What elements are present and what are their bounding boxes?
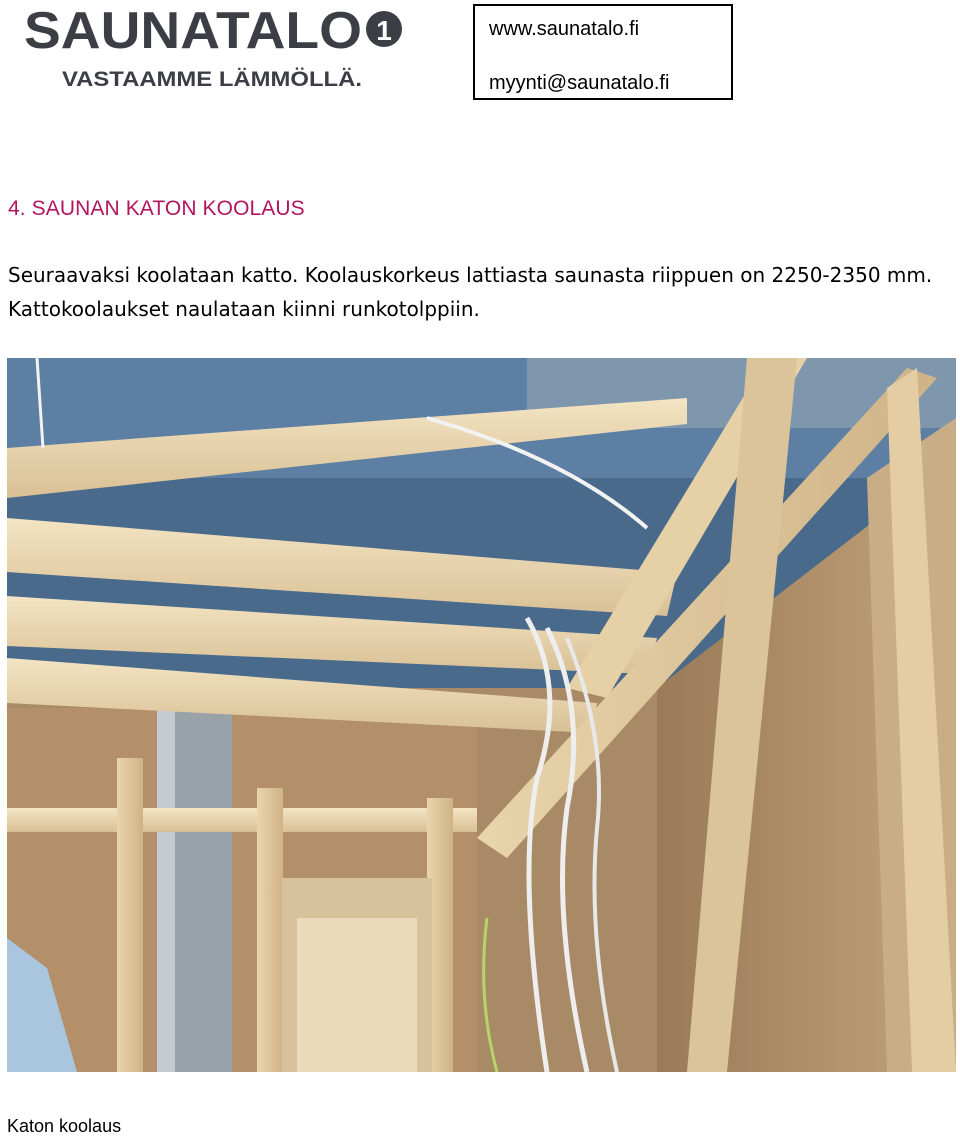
section-title: 4. SAUNAN KATON KOOLAUS <box>8 197 305 220</box>
website-link[interactable]: www.saunatalo.fi <box>489 18 640 40</box>
contact-box <box>473 4 733 100</box>
figure-caption: Katon koolaus <box>7 1116 122 1136</box>
logo-tagline: VASTAAMME LÄMMÖLLÄ. <box>62 68 362 91</box>
logo-wordmark: SAUNATALO <box>24 4 362 60</box>
email-link[interactable]: myynti@saunatalo.fi <box>489 72 670 94</box>
saunatalo-logo <box>24 4 404 96</box>
ceiling-battens-photo <box>7 358 956 1072</box>
intro-paragraph: Seuraavaksi koolataan katto. Koolauskorkeus lattiasta saunasta riippuen on 2250-2350 mm. Kattokoolaukset naulataan kiinni runkotolppiin. <box>8 263 933 321</box>
logo-emblem: 1 <box>376 15 392 46</box>
